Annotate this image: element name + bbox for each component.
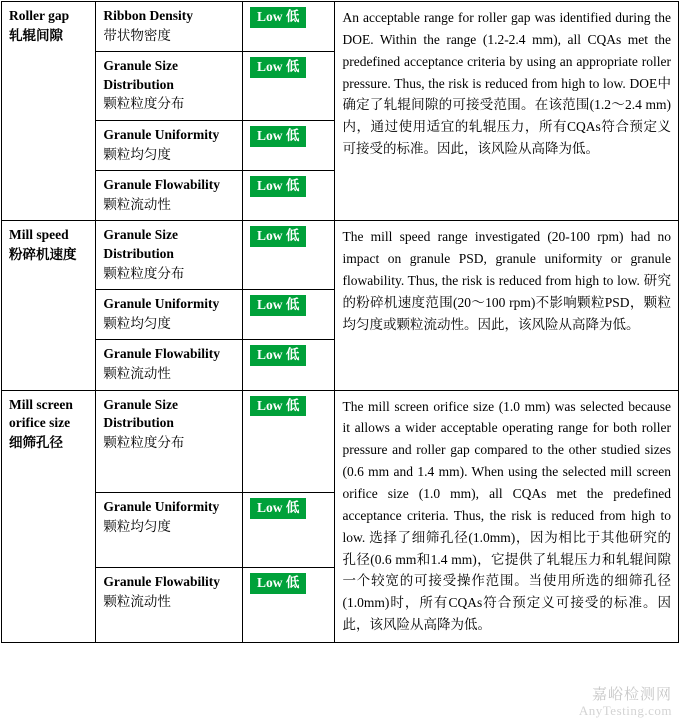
status-badge: Low 低 (250, 57, 306, 78)
justification-text: The mill screen orifice size (1.0 mm) was selected because it allows a wider acceptable operating range for both roller pressure and roller gap compared to the other studied sizes (0.6 mm and 1.4 mm). When using the selected mill screen orifice size (1.0 mm), all CQAs met the predefined acceptance criteria. Thus, the risk is reduced from high to low. 选择了细筛孔径(1.0mm)，因为相比于其他研究的孔径(0.6 mm和1.4 mm)，它提供了轧辊压力和轧辊间隙一个较宽的可接受操作范围。当使用所选的细筛孔径(1.0mm)时，所有CQAs符合预定义可接受的标准。因此，该风险从高降为低。 (342, 398, 671, 633)
risk-level-cell (243, 390, 335, 493)
risk-level-cell (243, 171, 335, 221)
cqa-cell (96, 52, 243, 121)
cqa-name-zh: 颗粒均匀度 (103, 146, 171, 162)
risk-level-cell (243, 340, 335, 390)
justification-text: The mill speed range investigated (20-100 rpm) had no impact on granule PSD, granule uniformity or granule flowability. Thus, the risk is reduced from high to low. 研究的粉碎机速度范围(20～100 rpm)不影响颗粒PSD，颗粒均匀度或颗粒流动性。因此，该风险从高降为低。 (342, 229, 671, 332)
table-row (2, 221, 679, 290)
risk-level-cell (243, 221, 335, 290)
risk-level-cell (243, 290, 335, 340)
table-row (2, 2, 679, 52)
cqa-cell (96, 568, 243, 643)
cqa-name-en: Granule Flowability (103, 177, 221, 193)
cqa-name-zh: 颗粒流动性 (103, 593, 171, 609)
cqa-cell (96, 493, 243, 568)
justification-cell-mill-speed (335, 221, 679, 390)
status-badge: Low 低 (250, 226, 306, 247)
cqa-cell (96, 171, 243, 221)
cqa-name-zh: 颗粒粒度分布 (103, 434, 185, 450)
risk-level-cell (243, 2, 335, 52)
parameter-name-zh: 粉碎机速度 (9, 247, 77, 262)
cqa-name-en: Granule Size Distribution (103, 227, 179, 261)
cqa-name-zh: 颗粒粒度分布 (103, 96, 185, 112)
justification-cell-roller-gap (335, 2, 679, 221)
parameter-name-en: Roller gap (9, 8, 70, 23)
cqa-cell (96, 121, 243, 171)
parameter-name-zh: 细筛孔径 (9, 434, 63, 450)
watermark-line-zh: 嘉峪检测网 (591, 685, 672, 703)
cqa-name-en: Granule Uniformity (103, 296, 220, 312)
justification-text: An acceptable range for roller gap was identified during the DOE. Within the range (1.2-2.4 mm), all CQAs met the predefined acceptance criteria by using an appropriate roller pressure. Thus, the risk is reduced from high to low. DOE中确定了轧辊间隙的可接受范围。在该范围(1.2～2.4 mm)内，通过使用适宜的轧辊压力，所有CQAs符合预定义可接受的标准。因此，该风险从高降为低。 (342, 10, 671, 157)
cqa-name-en: Granule Uniformity (103, 127, 220, 142)
risk-assessment-table (1, 1, 679, 643)
cqa-cell (96, 390, 243, 493)
cqa-name-zh: 颗粒均匀度 (103, 315, 171, 331)
parameter-name-zh: 轧辊间隙 (9, 27, 63, 43)
cqa-cell (96, 290, 243, 340)
risk-level-cell (243, 493, 335, 568)
cqa-name-zh: 颗粒流动性 (103, 196, 171, 212)
watermark (579, 683, 672, 719)
parameter-cell-roller-gap (2, 2, 96, 221)
parameter-cell-mill-screen-orifice-size (2, 390, 96, 642)
cqa-cell (96, 221, 243, 290)
cqa-cell (96, 340, 243, 390)
risk-level-cell (243, 121, 335, 171)
cqa-name-zh: 颗粒流动性 (103, 366, 171, 381)
cqa-name-en: Granule Size Distribution (103, 396, 179, 431)
status-badge: Low 低 (250, 295, 306, 316)
status-badge: Low 低 (250, 498, 306, 519)
parameter-name-en: Mill speed (9, 227, 69, 243)
status-badge: Low 低 (250, 573, 306, 594)
status-badge: Low 低 (250, 345, 306, 366)
watermark-line-en: AnyTesting.com (578, 703, 672, 718)
status-badge: Low 低 (250, 396, 306, 417)
parameter-cell-mill-speed (2, 221, 96, 390)
parameter-name-en: Mill screen orifice size (9, 396, 73, 431)
table-row (2, 390, 679, 493)
status-badge: Low 低 (250, 176, 306, 197)
cqa-name-en: Granule Uniformity (103, 499, 220, 515)
status-badge: Low 低 (250, 126, 306, 147)
cqa-name-en: Granule Size Distribution (103, 58, 179, 92)
cqa-name-en: Granule Flowability (103, 574, 221, 590)
cqa-name-en: Granule Flowability (103, 346, 221, 362)
cqa-name-zh: 颗粒均匀度 (103, 518, 171, 534)
justification-cell-mill-screen-orifice-size (335, 390, 679, 642)
cqa-name-zh: 带状物密度 (103, 27, 171, 43)
risk-level-cell (243, 568, 335, 643)
status-badge: Low 低 (250, 7, 306, 28)
risk-level-cell (243, 52, 335, 121)
cqa-name-en: Ribbon Density (103, 8, 194, 23)
cqa-name-zh: 颗粒粒度分布 (103, 265, 185, 281)
cqa-cell (96, 2, 243, 52)
